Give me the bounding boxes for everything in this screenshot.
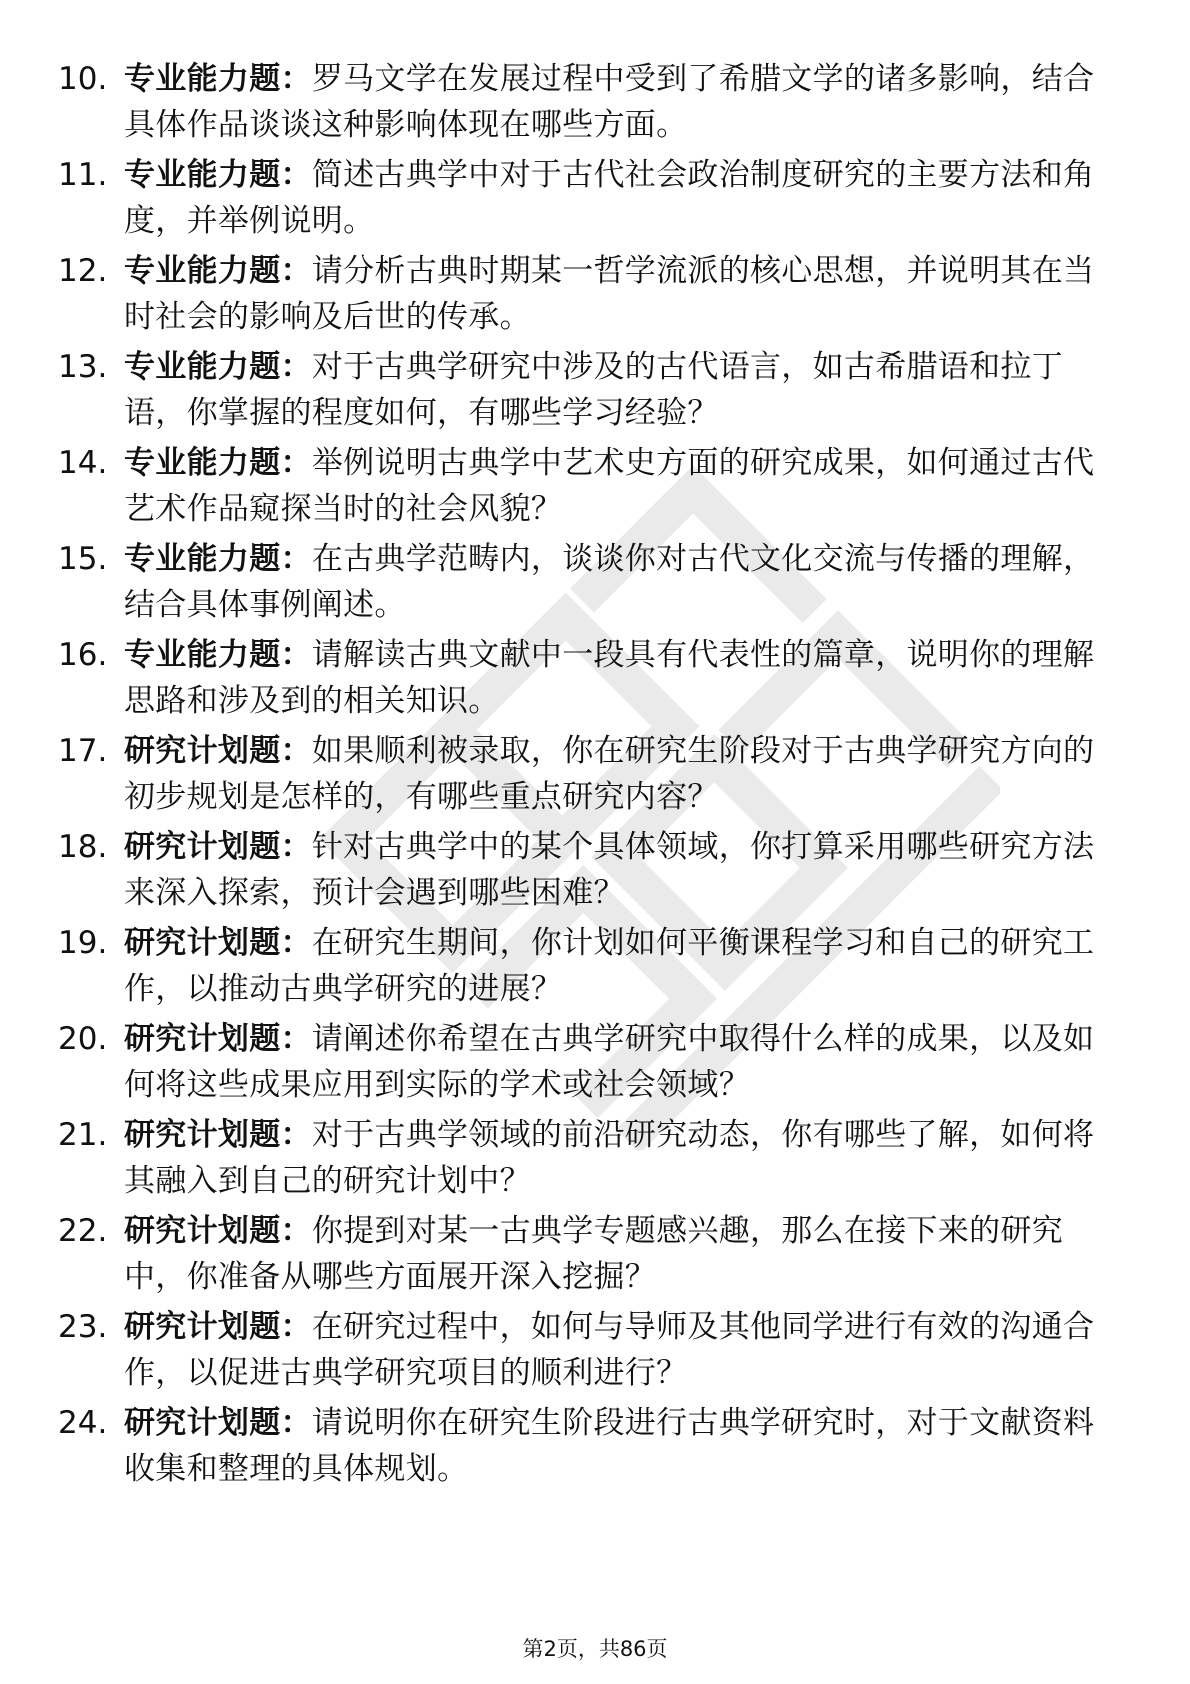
question-body: 请说明你在研究生阶段进行古典学研究时，对于文献资料收集和整理的具体规划。 bbox=[124, 1405, 1095, 1487]
question-number: 19. bbox=[58, 925, 108, 961]
question-number: 13. bbox=[58, 349, 108, 385]
question-number: 24. bbox=[58, 1405, 108, 1441]
question-body: 在研究生期间，你计划如何平衡课程学习和自己的研究工作，以推动古典学研究的进展？ bbox=[124, 925, 1095, 1007]
question-number: 22. bbox=[58, 1213, 108, 1249]
question-item bbox=[58, 432, 1118, 528]
question-tag: 专业能力题： bbox=[124, 637, 312, 673]
question-text bbox=[124, 632, 1124, 724]
question-item bbox=[58, 528, 1118, 624]
question-tag: 研究计划题： bbox=[124, 925, 312, 961]
question-text bbox=[124, 1208, 1124, 1300]
question-tag: 专业能力题： bbox=[124, 157, 312, 193]
question-text bbox=[124, 920, 1124, 1012]
question-tag: 专业能力题： bbox=[124, 541, 312, 577]
question-text bbox=[124, 728, 1124, 820]
question-item bbox=[58, 1200, 1118, 1296]
question-number: 10. bbox=[58, 61, 108, 97]
question-tag: 研究计划题： bbox=[124, 1213, 312, 1249]
question-number: 12. bbox=[58, 253, 108, 289]
question-tag: 专业能力题： bbox=[124, 349, 312, 385]
question-body: 在研究过程中，如何与导师及其他同学进行有效的沟通合作，以促进古典学研究项目的顺利进行？ bbox=[124, 1309, 1095, 1391]
question-body: 请解读古典文献中一段具有代表性的篇章，说明你的理解思路和涉及到的相关知识。 bbox=[124, 637, 1095, 719]
question-item bbox=[58, 1104, 1118, 1200]
question-number: 11. bbox=[58, 157, 108, 193]
question-text bbox=[124, 824, 1124, 916]
question-text bbox=[124, 56, 1124, 148]
question-item bbox=[58, 816, 1118, 912]
question-number: 14. bbox=[58, 445, 108, 481]
question-number: 18. bbox=[58, 829, 108, 865]
question-text bbox=[124, 1112, 1124, 1204]
question-item bbox=[58, 912, 1118, 1008]
question-item bbox=[58, 1392, 1118, 1488]
question-text bbox=[124, 1304, 1124, 1396]
question-item bbox=[58, 1008, 1118, 1104]
question-tag: 专业能力题： bbox=[124, 445, 312, 481]
question-item bbox=[58, 336, 1118, 432]
question-body: 简述古典学中对于古代社会政治制度研究的主要方法和角度，并举例说明。 bbox=[124, 157, 1095, 239]
question-item bbox=[58, 1296, 1118, 1392]
question-body: 对于古典学领域的前沿研究动态，你有哪些了解，如何将其融入到自己的研究计划中？ bbox=[124, 1117, 1095, 1199]
question-text bbox=[124, 536, 1124, 628]
question-text bbox=[124, 248, 1124, 340]
question-item bbox=[58, 624, 1118, 720]
question-body: 举例说明古典学中艺术史方面的研究成果，如何通过古代艺术作品窥探当时的社会风貌？ bbox=[124, 445, 1095, 527]
question-item bbox=[58, 48, 1118, 144]
question-number: 23. bbox=[58, 1309, 108, 1345]
question-item bbox=[58, 240, 1118, 336]
question-tag: 研究计划题： bbox=[124, 1405, 312, 1441]
question-tag: 研究计划题： bbox=[124, 1021, 312, 1057]
question-body: 针对古典学中的某个具体领域，你打算采用哪些研究方法来深入探索，预计会遇到哪些困难？ bbox=[124, 829, 1095, 911]
question-tag: 专业能力题： bbox=[124, 253, 312, 289]
question-body: 在古典学范畴内，谈谈你对古代文化交流与传播的理解，结合具体事例阐述。 bbox=[124, 541, 1095, 623]
question-text bbox=[124, 152, 1124, 244]
question-body: 罗马文学在发展过程中受到了希腊文学的诸多影响，结合具体作品谈谈这种影响体现在哪些方面。 bbox=[124, 61, 1095, 143]
question-number: 21. bbox=[58, 1117, 108, 1153]
question-text bbox=[124, 1400, 1124, 1492]
question-text bbox=[124, 344, 1124, 436]
question-tag: 专业能力题： bbox=[124, 61, 312, 97]
question-body: 你提到对某一古典学专题感兴趣，那么在接下来的研究中，你准备从哪些方面展开深入挖掘？ bbox=[124, 1213, 1064, 1295]
question-tag: 研究计划题： bbox=[124, 1309, 312, 1345]
question-text bbox=[124, 1016, 1124, 1108]
question-item bbox=[58, 720, 1118, 816]
question-text bbox=[124, 440, 1124, 532]
question-body: 请分析古典时期某一哲学流派的核心思想，并说明其在当时社会的影响及后世的传承。 bbox=[124, 253, 1095, 335]
question-number: 20. bbox=[58, 1021, 108, 1057]
page-footer: 第2页，共86页 bbox=[522, 1637, 668, 1661]
question-tag: 研究计划题： bbox=[124, 1117, 312, 1153]
question-number: 15. bbox=[58, 541, 108, 577]
question-item bbox=[58, 144, 1118, 240]
question-body: 如果顺利被录取，你在研究生阶段对于古典学研究方向的初步规划是怎样的，有哪些重点研究内容？ bbox=[124, 733, 1095, 815]
question-number: 16. bbox=[58, 637, 108, 673]
question-tag: 研究计划题： bbox=[124, 733, 312, 769]
question-body: 请阐述你希望在古典学研究中取得什么样的成果，以及如何将这些成果应用到实际的学术或社会领域？ bbox=[124, 1021, 1095, 1103]
question-tag: 研究计划题： bbox=[124, 829, 312, 865]
question-body: 对于古典学研究中涉及的古代语言，如古希腊语和拉丁语，你掌握的程度如何，有哪些学习经验？ bbox=[124, 349, 1064, 431]
question-number: 17. bbox=[58, 733, 108, 769]
question-list bbox=[58, 48, 1118, 1488]
